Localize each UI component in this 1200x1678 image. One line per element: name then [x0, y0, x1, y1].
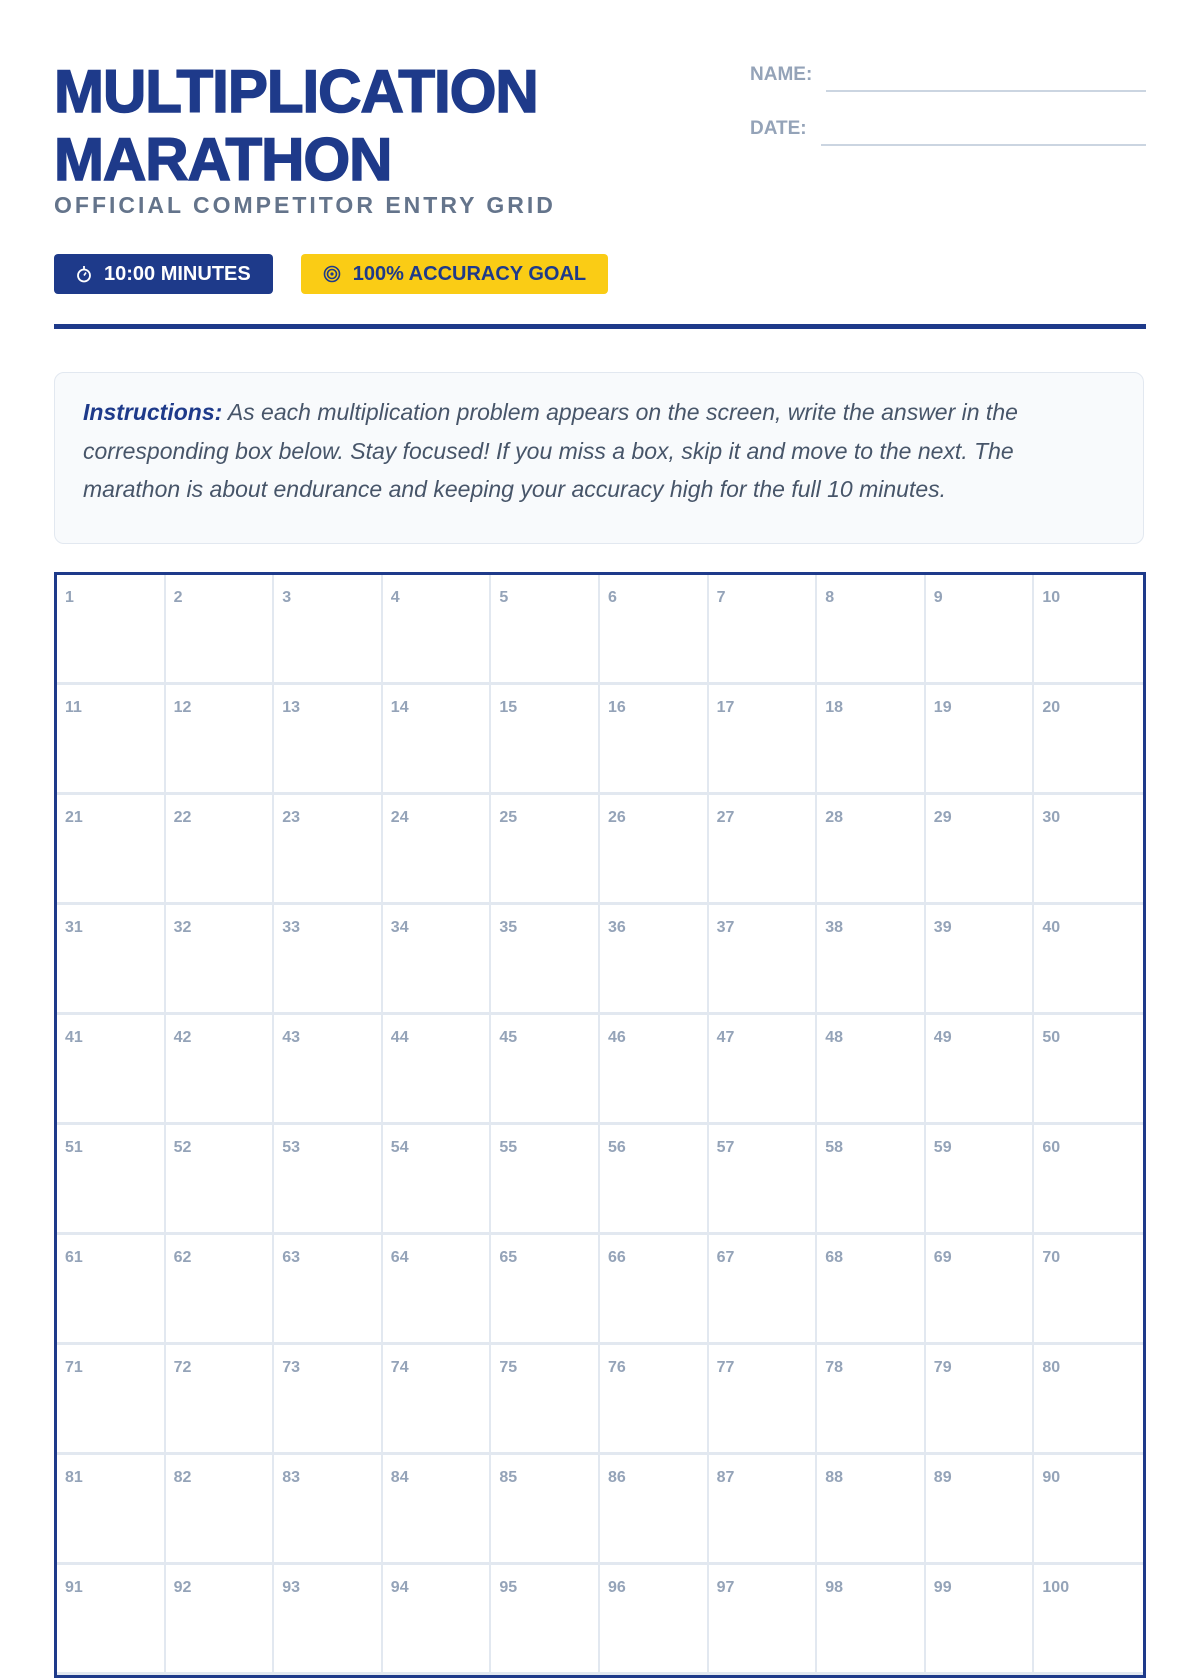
box-number: 87	[716, 1469, 735, 1486]
box-number: 59	[933, 1139, 952, 1156]
answer-box[interactable]	[274, 1015, 383, 1125]
box-number: 26	[607, 809, 626, 826]
box-number: 14	[390, 699, 409, 716]
box-number: 29	[933, 809, 952, 826]
answer-box[interactable]	[274, 685, 383, 795]
answer-box[interactable]	[491, 1345, 600, 1455]
answer-box[interactable]	[709, 685, 818, 795]
box-number: 73	[282, 1359, 300, 1376]
accuracy-badge-label: 100% ACCURACY GOAL	[352, 262, 587, 285]
box-number: 93	[282, 1579, 300, 1596]
answer-box[interactable]	[600, 575, 709, 685]
answer-box[interactable]	[817, 905, 926, 1015]
box-number: 98	[825, 1579, 843, 1596]
box-number: 76	[607, 1359, 626, 1376]
box-number: 47	[716, 1029, 735, 1046]
answer-box[interactable]	[383, 1455, 492, 1565]
name-line[interactable]	[826, 60, 1146, 92]
answer-box[interactable]	[491, 795, 600, 905]
answer-box[interactable]	[926, 1345, 1035, 1455]
box-number: 15	[499, 699, 518, 716]
answer-box[interactable]	[274, 1235, 383, 1345]
box-number: 67	[716, 1249, 735, 1266]
answer-box[interactable]	[491, 1565, 600, 1675]
answer-box[interactable]	[600, 1125, 709, 1235]
answer-box[interactable]	[600, 905, 709, 1015]
answer-box[interactable]	[817, 1565, 926, 1675]
answer-box[interactable]	[817, 1235, 926, 1345]
answer-box[interactable]	[166, 1015, 275, 1125]
answer-box[interactable]	[926, 1125, 1035, 1235]
answer-box[interactable]	[600, 1345, 709, 1455]
stopwatch-icon	[76, 265, 92, 283]
name-field[interactable]	[750, 60, 1146, 92]
box-number: 37	[716, 919, 735, 936]
answer-box[interactable]	[817, 1015, 926, 1125]
answer-box[interactable]	[274, 795, 383, 905]
answer-box[interactable]	[491, 1455, 600, 1565]
answer-box[interactable]	[600, 1455, 709, 1565]
answer-box[interactable]	[709, 575, 818, 685]
answer-box[interactable]	[926, 1455, 1035, 1565]
answer-box[interactable]	[491, 1125, 600, 1235]
box-number: 19	[933, 699, 952, 716]
box-number: 50	[1042, 1029, 1061, 1046]
answer-box[interactable]	[274, 1345, 383, 1455]
box-number: 96	[607, 1579, 626, 1596]
answer-box[interactable]	[600, 685, 709, 795]
answer-box[interactable]	[1034, 1455, 1143, 1565]
box-number: 46	[607, 1029, 626, 1046]
box-number: 99	[933, 1579, 952, 1596]
answer-box[interactable]	[57, 905, 166, 1015]
answer-box[interactable]	[57, 1345, 166, 1455]
answer-box[interactable]	[383, 795, 492, 905]
answer-box[interactable]	[383, 575, 492, 685]
name-label: NAME:	[750, 64, 813, 85]
box-number: 24	[390, 809, 409, 826]
answer-box[interactable]	[1034, 685, 1143, 795]
answer-box[interactable]	[926, 685, 1035, 795]
answer-box[interactable]	[817, 685, 926, 795]
answer-box[interactable]	[1034, 1015, 1143, 1125]
answer-box[interactable]	[600, 1235, 709, 1345]
box-number: 97	[716, 1579, 735, 1596]
box-number: 63	[282, 1249, 300, 1266]
box-number: 25	[499, 809, 518, 826]
box-number: 58	[825, 1139, 843, 1156]
box-number: 5	[499, 589, 509, 606]
box-number: 85	[499, 1469, 518, 1486]
box-number: 56	[607, 1139, 626, 1156]
answer-box[interactable]	[57, 685, 166, 795]
answer-box[interactable]	[383, 1345, 492, 1455]
box-number: 75	[499, 1359, 518, 1376]
answer-box[interactable]	[166, 1235, 275, 1345]
box-number: 78	[825, 1359, 843, 1376]
instructions-box	[54, 372, 1144, 544]
box-number: 71	[65, 1359, 83, 1376]
answer-box[interactable]	[926, 905, 1035, 1015]
time-badge	[54, 254, 273, 294]
answer-box[interactable]	[600, 795, 709, 905]
box-number: 23	[282, 809, 300, 826]
answer-box[interactable]	[1034, 575, 1143, 685]
answer-box[interactable]	[166, 1455, 275, 1565]
box-number: 30	[1042, 809, 1061, 826]
box-number: 100	[1042, 1579, 1070, 1596]
answer-box[interactable]	[57, 1235, 166, 1345]
answer-box[interactable]	[383, 1565, 492, 1675]
box-number: 69	[933, 1249, 952, 1266]
answer-box[interactable]	[491, 1015, 600, 1125]
competitor-fields	[750, 60, 1146, 168]
answer-box[interactable]	[600, 1565, 709, 1675]
answer-box[interactable]	[817, 575, 926, 685]
answer-box[interactable]	[274, 575, 383, 685]
box-number: 52	[173, 1139, 192, 1156]
box-number: 91	[65, 1579, 83, 1596]
answer-box[interactable]	[709, 1565, 818, 1675]
box-number: 55	[499, 1139, 518, 1156]
box-number: 89	[933, 1469, 952, 1486]
box-number: 31	[65, 919, 83, 936]
answer-box[interactable]	[57, 795, 166, 905]
box-number: 18	[825, 699, 843, 716]
box-number: 32	[173, 919, 192, 936]
answer-box[interactable]	[709, 795, 818, 905]
box-number: 48	[825, 1029, 843, 1046]
answer-box[interactable]	[383, 1125, 492, 1235]
box-number: 36	[607, 919, 626, 936]
box-number: 43	[282, 1029, 300, 1046]
box-number: 16	[607, 699, 626, 716]
answer-box[interactable]	[166, 685, 275, 795]
box-number: 66	[607, 1249, 626, 1266]
answer-box[interactable]	[709, 905, 818, 1015]
answer-box[interactable]	[57, 1565, 166, 1675]
box-number: 44	[390, 1029, 409, 1046]
answer-box[interactable]	[166, 575, 275, 685]
box-number: 3	[282, 589, 292, 606]
box-number: 77	[716, 1359, 735, 1376]
target-icon	[323, 265, 341, 283]
box-number: 33	[282, 919, 300, 936]
answer-box[interactable]	[817, 1125, 926, 1235]
box-number: 7	[716, 589, 726, 606]
box-number: 94	[390, 1579, 409, 1596]
box-number: 8	[825, 589, 835, 606]
box-number: 54	[390, 1139, 409, 1156]
box-number: 90	[1042, 1469, 1061, 1486]
answer-box[interactable]	[166, 1345, 275, 1455]
answer-box[interactable]	[491, 905, 600, 1015]
answer-box[interactable]	[926, 575, 1035, 685]
box-number: 72	[173, 1359, 192, 1376]
answer-box[interactable]	[57, 1455, 166, 1565]
box-number: 34	[390, 919, 409, 936]
answer-box[interactable]	[817, 1455, 926, 1565]
box-number: 74	[390, 1359, 409, 1376]
answer-box[interactable]	[1034, 905, 1143, 1015]
time-badge-label: 10:00 MINUTES	[104, 262, 251, 285]
box-number: 62	[173, 1249, 192, 1266]
box-number: 27	[716, 809, 735, 826]
box-number: 68	[825, 1249, 843, 1266]
answer-box[interactable]	[491, 1235, 600, 1345]
accuracy-badge	[301, 254, 608, 294]
box-number: 2	[173, 589, 183, 606]
answer-box[interactable]	[491, 575, 600, 685]
answer-box[interactable]	[709, 1235, 818, 1345]
box-number: 40	[1042, 919, 1061, 936]
answer-box[interactable]	[709, 1125, 818, 1235]
box-number: 6	[607, 589, 617, 606]
answer-box[interactable]	[1034, 795, 1143, 905]
box-number: 42	[173, 1029, 192, 1046]
box-number: 81	[65, 1469, 83, 1486]
answer-box[interactable]	[1034, 1235, 1143, 1345]
answer-box[interactable]	[383, 1235, 492, 1345]
answer-box[interactable]	[166, 905, 275, 1015]
box-number: 82	[173, 1469, 192, 1486]
box-number: 22	[173, 809, 192, 826]
box-number: 21	[65, 809, 83, 826]
box-number: 92	[173, 1579, 192, 1596]
answer-box[interactable]	[57, 1015, 166, 1125]
instructions-heading: Instructions:	[83, 399, 223, 425]
answer-box[interactable]	[57, 1125, 166, 1235]
answer-box[interactable]	[491, 685, 600, 795]
answer-box[interactable]	[709, 1345, 818, 1455]
box-number: 83	[282, 1469, 300, 1486]
box-number: 39	[933, 919, 952, 936]
answer-box[interactable]	[1034, 1125, 1143, 1235]
header-divider	[54, 324, 1146, 329]
box-number: 79	[933, 1359, 952, 1376]
date-field[interactable]	[750, 114, 1146, 146]
box-number: 45	[499, 1029, 518, 1046]
answer-box[interactable]	[1034, 1345, 1143, 1455]
instructions-text: As each multiplication problem appears on the screen, write the answer in the corresponding box below. Stay focused! If you miss a box, skip it and move to the next. The marathon is about endurance and keeping your accuracy high for the full 10 minutes.	[83, 399, 1018, 502]
box-number: 4	[390, 589, 400, 606]
box-number: 88	[825, 1469, 843, 1486]
box-number: 61	[65, 1249, 83, 1266]
box-number: 41	[65, 1029, 83, 1046]
box-number: 1	[65, 589, 74, 606]
answer-box[interactable]	[1034, 1565, 1143, 1675]
box-number: 35	[499, 919, 518, 936]
box-number: 64	[390, 1249, 409, 1266]
box-number: 53	[282, 1139, 300, 1156]
box-number: 13	[282, 699, 300, 716]
box-number: 10	[1042, 589, 1061, 606]
box-number: 49	[933, 1029, 952, 1046]
box-number: 60	[1042, 1139, 1061, 1156]
box-number: 17	[716, 699, 735, 716]
box-number: 95	[499, 1579, 518, 1596]
box-number: 20	[1042, 699, 1061, 716]
answer-box[interactable]	[274, 1125, 383, 1235]
answer-box[interactable]	[817, 795, 926, 905]
answer-box[interactable]	[709, 1455, 818, 1565]
answer-box[interactable]	[57, 575, 166, 685]
box-number: 65	[499, 1249, 518, 1266]
answer-box[interactable]	[926, 1235, 1035, 1345]
date-line[interactable]	[821, 114, 1146, 146]
box-number: 80	[1042, 1359, 1061, 1376]
answer-box[interactable]	[383, 685, 492, 795]
answer-box[interactable]	[274, 905, 383, 1015]
answer-box[interactable]	[166, 795, 275, 905]
answer-box[interactable]	[383, 905, 492, 1015]
page-subtitle: OFFICIAL COMPETITOR ENTRY GRID	[54, 192, 556, 218]
answer-box[interactable]	[166, 1565, 275, 1675]
badges	[54, 254, 608, 294]
answer-box[interactable]	[274, 1455, 383, 1565]
answer-grid	[54, 572, 1146, 1678]
box-number: 70	[1042, 1249, 1061, 1266]
answer-box[interactable]	[383, 1015, 492, 1125]
answer-box[interactable]	[926, 1565, 1035, 1675]
box-number: 28	[825, 809, 843, 826]
answer-box[interactable]	[274, 1565, 383, 1675]
answer-box[interactable]	[817, 1345, 926, 1455]
answer-box[interactable]	[926, 1015, 1035, 1125]
answer-box[interactable]	[166, 1125, 275, 1235]
date-label: DATE:	[750, 118, 807, 139]
box-number: 38	[825, 919, 843, 936]
box-number: 84	[390, 1469, 409, 1486]
box-number: 9	[933, 589, 943, 606]
answer-box[interactable]	[600, 1015, 709, 1125]
box-number: 51	[65, 1139, 83, 1156]
box-number: 11	[65, 699, 82, 716]
box-number: 57	[716, 1139, 735, 1156]
answer-box[interactable]	[926, 795, 1035, 905]
box-number: 12	[173, 699, 192, 716]
page-title: MULTIPLICATION MARATHON	[54, 58, 538, 193]
box-number: 86	[607, 1469, 626, 1486]
answer-box[interactable]	[709, 1015, 818, 1125]
